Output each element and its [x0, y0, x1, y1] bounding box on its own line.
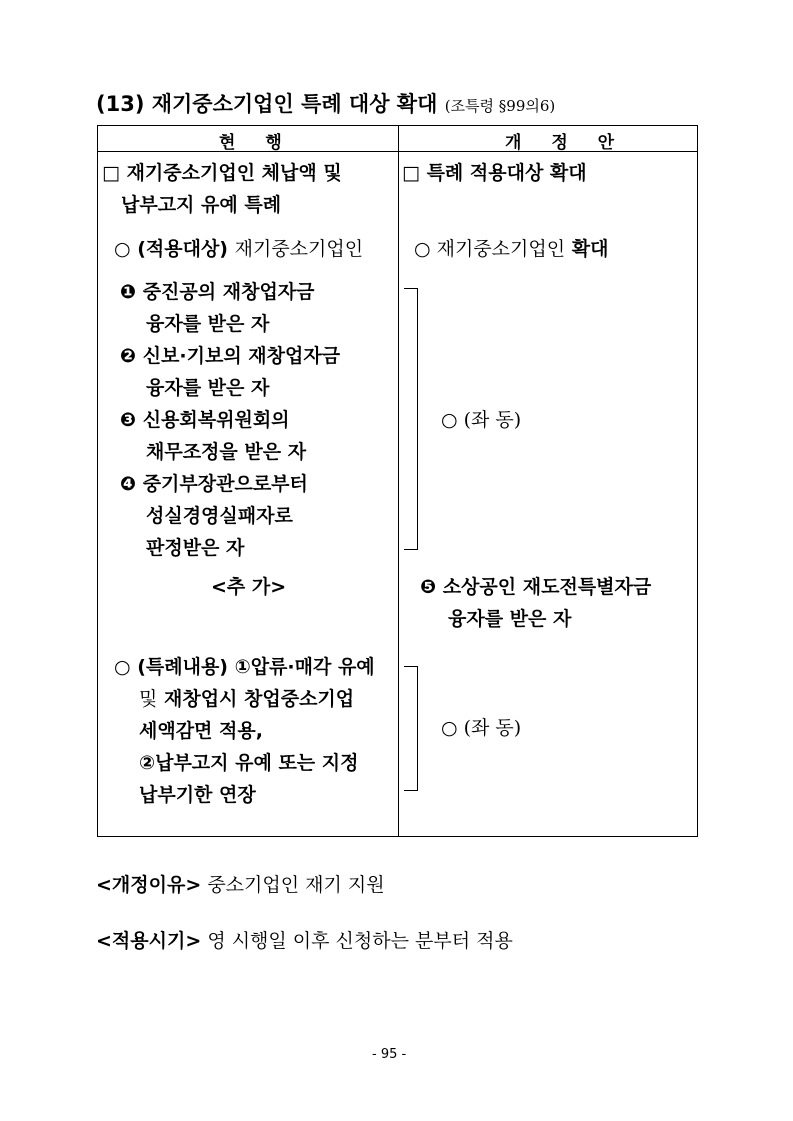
- header-revised: 개 정 안: [505, 133, 627, 153]
- current-item-1b: 융자를 받은 자: [146, 313, 270, 335]
- current-special-line3: 세액감면 적용,: [139, 720, 263, 742]
- bracket-upper: [404, 288, 418, 550]
- current-special-and: 및: [139, 688, 158, 710]
- revised-same-as-left-2: ○ (좌 동): [441, 717, 522, 739]
- revision-reason-text: 중소기업인 재기 지원: [207, 874, 385, 896]
- page-number: - 95 -: [372, 1047, 407, 1062]
- current-item-3b: 채무조정을 받은 자: [146, 441, 307, 463]
- revised-target-text: ○ 재기중소기업인: [414, 238, 566, 260]
- current-heading-line1: □ 재기중소기업인 체납액 및: [102, 162, 342, 184]
- current-item-4b: 성실경영실패자로: [146, 505, 293, 527]
- comparison-table: [97, 125, 698, 837]
- current-special-line1: [114, 651, 375, 683]
- current-special-line2: [139, 683, 354, 715]
- bracket-lower: [404, 666, 418, 791]
- revised-target: [414, 233, 608, 265]
- current-heading-line2: 납부고지 유예 특례: [121, 194, 282, 216]
- current-item-2b: 융자를 받은 자: [146, 377, 270, 399]
- section-title: [96, 88, 555, 118]
- current-item-4c: 판정받은 자: [146, 537, 245, 559]
- section-title-reference: (조특령 §99의6): [444, 97, 556, 115]
- current-special-line5: 납부기한 연장: [139, 784, 256, 806]
- current-item-4a: ❹ 중기부장관으로부터: [120, 473, 308, 495]
- current-item-3a: ❸ 신용회복위원회의: [120, 409, 290, 431]
- application-timing: [96, 926, 513, 953]
- revision-reason: [96, 870, 385, 897]
- revised-same-as-left-1: ○ (좌 동): [441, 409, 522, 431]
- current-addition: <추 가>: [211, 576, 287, 598]
- current-item-2a: ❷ 신보·기보의 재창업자금: [120, 345, 341, 367]
- current-target: [114, 233, 363, 265]
- revised-heading: □ 특례 적용대상 확대: [402, 162, 587, 184]
- revised-target-bold: 확대: [571, 238, 609, 260]
- section-title-main: (13) 재기중소기업인 특례 대상 확대: [96, 92, 438, 116]
- application-timing-text: 영 시행일 이후 신청하는 분부터 적용: [207, 930, 513, 952]
- application-timing-label: <적용시기>: [96, 930, 202, 952]
- header-current: 현 행: [219, 133, 294, 153]
- revision-reason-label: <개정이유>: [96, 874, 202, 896]
- current-special-item1: ①압류·매각 유예: [234, 656, 375, 678]
- current-target-label: ○ (적용대상): [114, 238, 228, 260]
- revised-item5-line1: ❺ 소상공인 재도전특별자금: [420, 576, 652, 598]
- revised-item5-line2: 융자를 받은 자: [448, 608, 572, 630]
- current-item-1a: ❶ 중진공의 재창업자금: [120, 281, 315, 303]
- current-special-line4: ②납부고지 유예 또는 지정: [139, 752, 359, 774]
- current-special-restart: 재창업시 창업중소기업: [163, 688, 355, 710]
- current-target-value: 재기중소기업인: [234, 238, 364, 260]
- current-special-label: ○ (특례내용): [114, 656, 228, 678]
- column-divider: [398, 126, 399, 836]
